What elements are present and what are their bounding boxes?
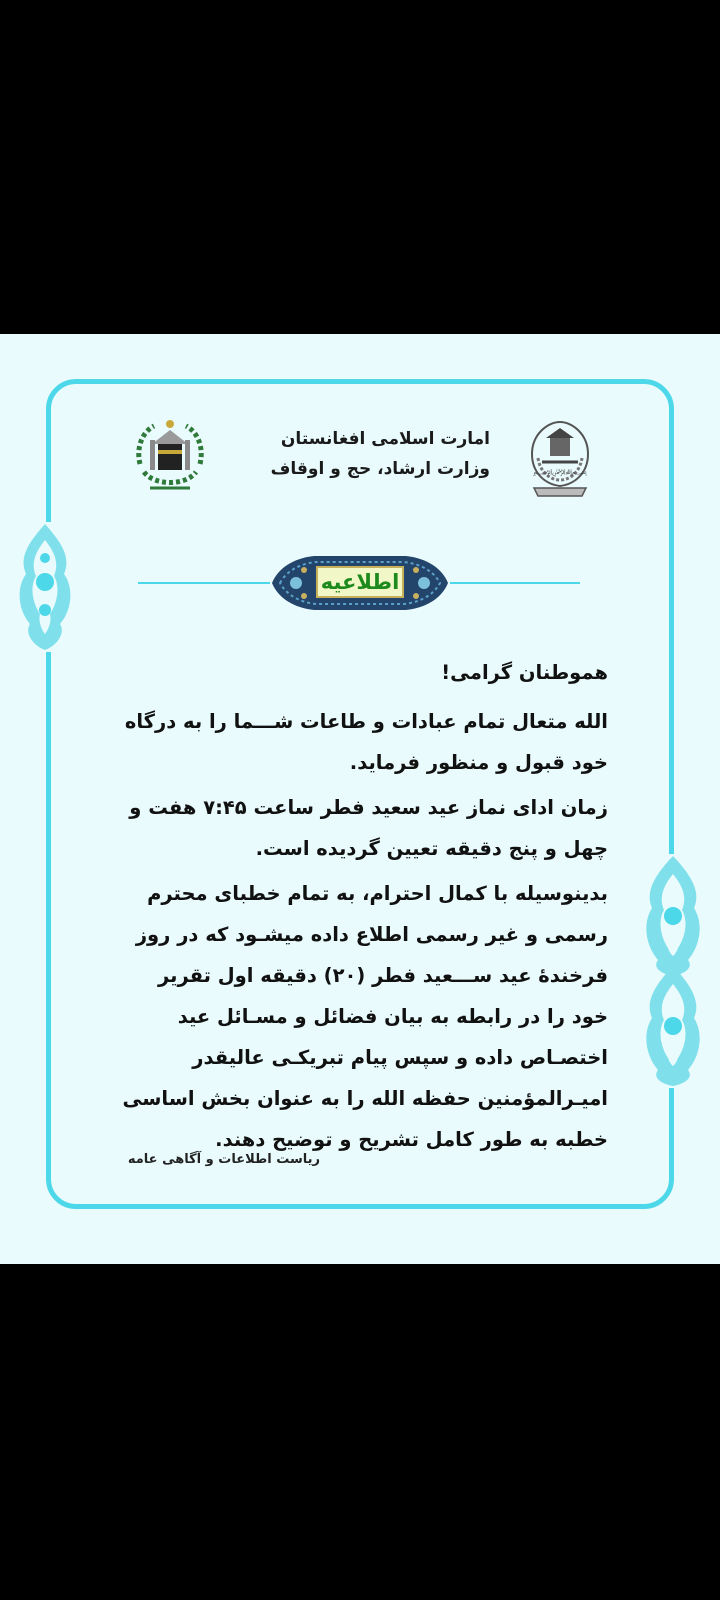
islamic-emirate-emblem-icon	[520, 414, 600, 504]
signature: ریاست اطلاعات و آگاهی عامه	[127, 1152, 320, 1167]
emirate-name: امارت اسلامی افغانستان	[280, 429, 490, 449]
svg-text:﷽: ﷽	[533, 468, 587, 476]
notice-title: اطلاعیه	[316, 566, 404, 598]
notice-card	[0, 334, 720, 1264]
paragraph-blessing: الله متعال تمام عبادات و طاعات شـــما را به درگاه خود قبول و منظور فرماید.	[124, 710, 608, 774]
greeting: هموطنان گرامی!	[441, 661, 608, 684]
ministry-name: وزارت ارشاد، حج و اوقاف	[270, 459, 490, 479]
paragraph-prayer-time: زمان ادای نماز عید سعید فطر ساعت ۷:۴۵ هفت و چهل و پنج دقیقه تعیین گردیده است.	[129, 796, 608, 860]
title-divider-left	[138, 582, 270, 584]
title-divider-right	[450, 582, 580, 584]
paragraph-sermon-instructions: بدینوسیله با کمال احترام، به تمام خطبای محترم رسمی و غیر رسمی اطلاع داده میشـود که در روز فرخندهٔ عید ســـعید فطر (۲۰) دقیقه اول تقریر خود را در رابطه به بیان فضائل و مسـائل عید اختصـاص داده و سپس پیام تبریکـی عالیقدر امیـرالمؤمنین حفظه الله را به عنوان بخش اساسی خطبه به طور کامل تشریح و توضیح دهند.	[122, 882, 608, 1151]
right-floral-ornament	[640, 854, 706, 1088]
header-titles	[230, 424, 490, 484]
title-banner	[268, 548, 452, 618]
notice-body	[118, 652, 608, 1164]
left-floral-ornament	[14, 522, 76, 652]
ministry-seal-icon	[130, 414, 210, 502]
